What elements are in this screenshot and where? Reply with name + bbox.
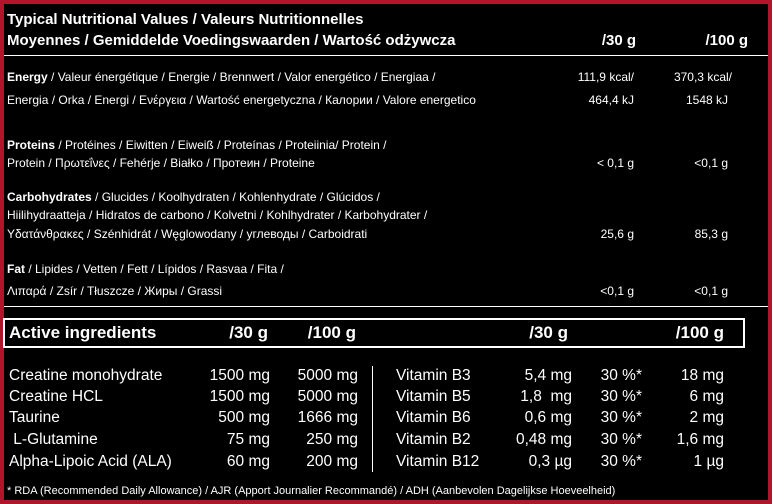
list-item-name: L-Glutamine [9, 431, 98, 448]
energy-100g-kcal: 370,3 kcal/ [673, 70, 732, 84]
fat-label-line-2: Λιπαρά / Zsír / Tłuszcze / Жиры / Grassi [7, 284, 223, 298]
list-item-rda: 30 %* [600, 453, 642, 470]
fat-label-line-1: Fat / Lipides / Vetten / Fett / Lípidos / Rasvaa / Fita / [7, 262, 284, 276]
list-item-30g: 0,6 mg [524, 409, 572, 426]
active-col-30g-right: /30 g [529, 323, 568, 342]
list-item-name: Vitamin B6 [396, 409, 471, 426]
active-col-30g: /30 g [229, 323, 268, 342]
list-item-30g: 1500 mg [209, 367, 270, 384]
active-ingredients-title: Active ingredients [9, 323, 157, 342]
energy-100g-kj: 1548 kJ [685, 93, 728, 107]
energy-30g-kj: 464,4 kJ [588, 93, 634, 107]
list-item-name: Creatine monohydrate [9, 367, 163, 384]
carbs-30g: 25,6 g [600, 227, 634, 241]
list-item-rda: 30 %* [600, 388, 642, 405]
list-item-rda: 30 %* [600, 409, 642, 426]
list-item-30g: 0,48 mg [515, 431, 572, 448]
list-item-name: Vitamin B5 [396, 388, 471, 405]
list-item-30g: 0,3 µg [528, 453, 572, 470]
carbs-100g: 85,3 g [694, 227, 728, 241]
list-item-100g: 18 mg [680, 367, 724, 384]
list-item-name: Taurine [9, 409, 60, 426]
carbs-label-line-1: Carbohydrates / Glucides / Koolhydraten / Kohlenhydrate / Glúcidos / [7, 190, 380, 204]
energy-label-line-1: Energy / Valeur énergétique / Energie / Brennwert / Valor energético / Energiaa / [7, 70, 436, 84]
header-col-100g: /100 g [705, 32, 748, 49]
list-item-30g: 1,8 mg [520, 388, 572, 405]
list-item-30g: 500 mg [218, 409, 270, 426]
proteins-30g: < 0,1 g [596, 156, 634, 170]
list-item-name: Vitamin B12 [396, 453, 480, 470]
list-item-100g: 5000 mg [297, 367, 358, 384]
list-item-name: Vitamin B2 [396, 431, 471, 448]
active-col-100g-right: /100 g [675, 323, 724, 342]
list-item-30g: 5,4 mg [524, 367, 572, 384]
list-item-30g: 75 mg [226, 431, 270, 448]
carbs-label-line-2: Hiilihydraatteja / Hidratos de carbono / Kolvetni / Kohlhydrater / Karbohydrater / [7, 208, 428, 222]
list-item-rda: 30 %* [600, 431, 642, 448]
energy-label-line-2: Energia / Orka / Energi / Ενέργεια / Wartość energetyczna / Калории / Valore energetico [7, 93, 476, 107]
title-line-2: Moyennes / Gemiddelde Voedingswaarden / Wartość odżywcza [7, 32, 456, 49]
list-item-rda: 30 %* [600, 367, 642, 384]
rda-footnote: * RDA (Recommended Daily Allowance) / AJR (Apport Journalier Recommandé) / ADH (Aanbevolen Dagelijkse Hoeveelheid) [7, 485, 616, 497]
list-item-100g: 250 mg [306, 431, 358, 448]
energy-30g-kcal: 111,9 kcal/ [577, 70, 634, 84]
list-item-100g: 200 mg [306, 453, 358, 470]
proteins-100g: <0,1 g [694, 156, 728, 170]
list-item-name: Alpha-Lipoic Acid (ALA) [9, 453, 172, 470]
list-item-100g: 1 µg [693, 453, 724, 470]
title-line-1: Typical Nutritional Values / Valeurs Nutritionnelles [7, 11, 364, 28]
top-border-accent [0, 0, 772, 3]
list-item-name: Creatine HCL [9, 388, 103, 405]
list-item-30g: 60 mg [226, 453, 270, 470]
proteins-label-line-2: Protein / Πρωτεΐνες / Fehérje / Białko / Протеин / Proteine [7, 156, 315, 170]
fat-30g: <0,1 g [600, 284, 634, 298]
list-item-100g: 1,6 mg [676, 431, 724, 448]
fat-100g: <0,1 g [694, 284, 728, 298]
list-item-name: Vitamin B3 [396, 367, 471, 384]
list-item-30g: 1500 mg [209, 388, 270, 405]
header-divider [4, 55, 768, 56]
list-item-100g: 5000 mg [297, 388, 358, 405]
carbs-label-line-3: Υδατάνθρακες / Szénhidrát / Węglowodany / углеводы / Carboidrati [7, 227, 368, 241]
section-divider [4, 306, 768, 307]
column-separator [372, 366, 373, 472]
proteins-label-line-1: Proteins / Protéines / Eiwitten / Eiweiß / Proteínas / Proteiinia/ Protein / [7, 138, 387, 152]
active-col-100g: /100 g [307, 323, 356, 342]
list-item-100g: 6 mg [689, 388, 724, 405]
list-item-100g: 2 mg [689, 409, 724, 426]
header-col-30g: /30 g [601, 32, 636, 49]
list-item-100g: 1666 mg [297, 409, 358, 426]
